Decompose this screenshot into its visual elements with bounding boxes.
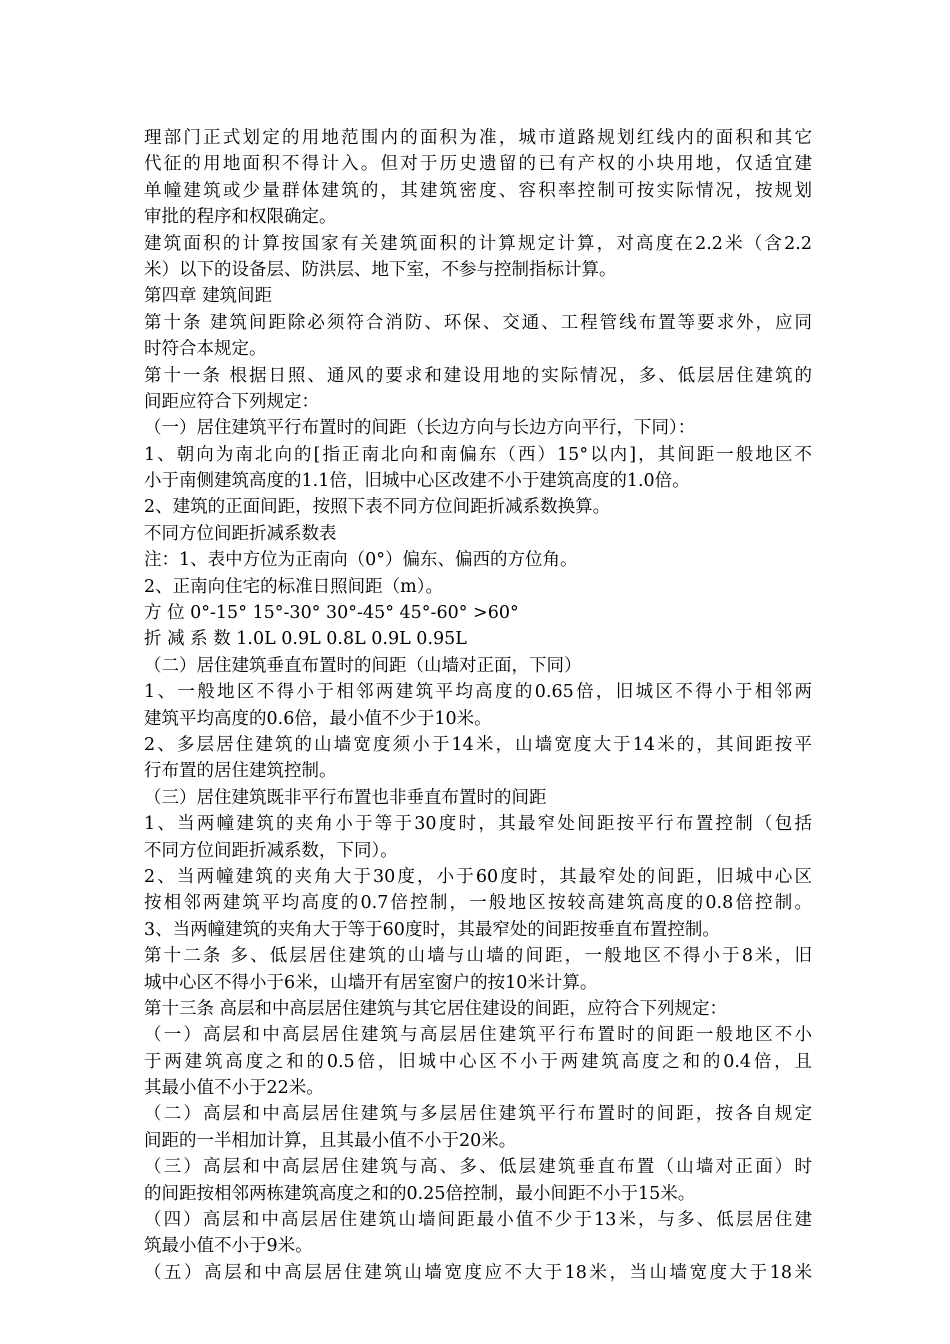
text-line: 折 减 系 数 1.0L 0.9L 0.8L 0.9L 0.95L: [144, 629, 467, 650]
text-line: 注：1、表中方位为正南向（0°）偏东、偏西的方位角。: [144, 550, 578, 571]
text-line: 的间距按相邻两栋建筑高度之和的0.25倍控制，最小间距不小于15米。: [144, 1183, 696, 1204]
text-line: 第十条 建筑间距除必须符合消防、环保、交通、工程管线布置等要求外，应同: [144, 312, 812, 333]
text-line: 其最小值不小于22米。: [144, 1078, 324, 1099]
text-line: 米）以下的设备层、防洪层、地下室，不参与控制指标计算。: [144, 259, 617, 280]
text-line: （一）居住建筑平行布置时的间距（长边方向与长边方向平行，下同）：: [144, 418, 696, 439]
text-line: 建筑面积的计算按国家有关建筑面积的计算规定计算，对高度在2.2米（含2.2: [144, 233, 812, 254]
text-line: 建筑平均高度的0.6倍，最小值不少于10米。: [144, 708, 492, 729]
text-line: 时符合本规定。: [144, 339, 267, 360]
text-line: 2、多层居住建筑的山墙宽度须小于14米，山墙宽度大于14米的，其间距按平: [144, 734, 812, 755]
text-line: （二）高层和中高层居住建筑与多层居住建筑平行布置时的间距，按各自规定: [144, 1104, 812, 1125]
text-line: 第十三条 高层和中高层居住建筑与其它居住建设的间距，应符合下列规定：: [144, 998, 728, 1019]
text-line: 第十一条 根据日照、通风的要求和建设用地的实际情况，多、低层居住建筑的: [144, 365, 812, 386]
text-line: 1、一般地区不得小于相邻两建筑平均高度的0.65倍，旧城区不得小于相邻两: [144, 682, 812, 703]
text-line: （二）居住建筑垂直布置时的间距（山墙对正面，下同）: [144, 655, 582, 676]
text-line: 2、正南向住宅的标准日照间距（m）。: [144, 576, 443, 597]
text-line: （四）高层和中高层居住建筑山墙间距最小值不少于13米，与多、低层居住建: [144, 1210, 812, 1231]
text-line: 方 位 0°-15° 15°-30° 30°-45° 45°-60° >60°: [144, 603, 519, 624]
text-line: 理部门正式划定的用地范围内的面积为准，城市道路规划红线内的面积和其它: [144, 128, 812, 148]
text-line: （五）高层和中高层居住建筑山墙宽度应不大于18米，当山墙宽度大于18米: [144, 1262, 812, 1283]
text-line: 不同方位间距折减系数表: [144, 523, 337, 544]
text-line: 第十二条 多、低层居住建筑的山墙与山墙的间距，一般地区不得小于8米，旧: [144, 946, 812, 967]
text-line: （三）高层和中高层居住建筑与高、多、低层建筑垂直布置（山墙对正面）时: [144, 1157, 812, 1178]
text-line: 第四章 建筑间距: [144, 286, 273, 307]
text-line: 2、建筑的正面间距，按照下表不同方位间距折减系数换算。: [144, 497, 611, 518]
text-line: 2、当两幢建筑的夹角大于30度，小于60度时，其最窄处的间距，旧城中心区: [144, 866, 812, 887]
text-line: 不同方位间距折减系数，下同）。: [144, 840, 398, 861]
text-line: 行布置的居住建筑控制。: [144, 761, 337, 782]
text-line: 3、当两幢建筑的夹角大于等于60度时，其最窄处的间距按垂直布置控制。: [144, 919, 720, 940]
text-line: 间距的一半相加计算，且其最小值不小于20米。: [144, 1130, 517, 1151]
text-line: 代征的用地面积不得计入。但对于历史遗留的已有产权的小块用地，仅适宜建: [144, 154, 812, 175]
text-line: （三）居住建筑既非平行布置也非垂直布置时的间距: [144, 787, 547, 808]
text-line: 按相邻两建筑平均高度的0.7倍控制，一般地区按较高建筑高度的0.8倍控制。: [144, 893, 812, 914]
text-line: （一）高层和中高层居住建筑与高层居住建筑平行布置时的间距一般地区不小: [144, 1025, 812, 1046]
text-line: 小于南侧建筑高度的1.1倍，旧城中心区改建不小于建筑高度的1.0倍。: [144, 471, 690, 492]
text-line: 城中心区不得小于6米，山墙开有居室窗户的按10米计算。: [144, 972, 598, 993]
text-line: 审批的程序和权限确定。: [144, 207, 337, 228]
document-body: [144, 125, 812, 1286]
text-line: 1、当两幢建筑的夹角小于等于30度时，其最窄处间距按平行布置控制（包括: [144, 814, 812, 835]
text-line: 于两建筑高度之和的0.5倍，旧城中心区不小于两建筑高度之和的0.4倍，且: [144, 1051, 812, 1072]
text-line: 间距应符合下列规定：: [144, 391, 319, 412]
text-line: 1、朝向为南北向的[指正南北向和南偏东（西）15°以内]，其间距一般地区不: [144, 444, 812, 465]
text-line: 筑最小值不小于9米。: [144, 1236, 313, 1257]
text-line: 单幢建筑或少量群体建筑的，其建筑密度、容积率控制可按实际情况，按规划: [144, 180, 812, 201]
